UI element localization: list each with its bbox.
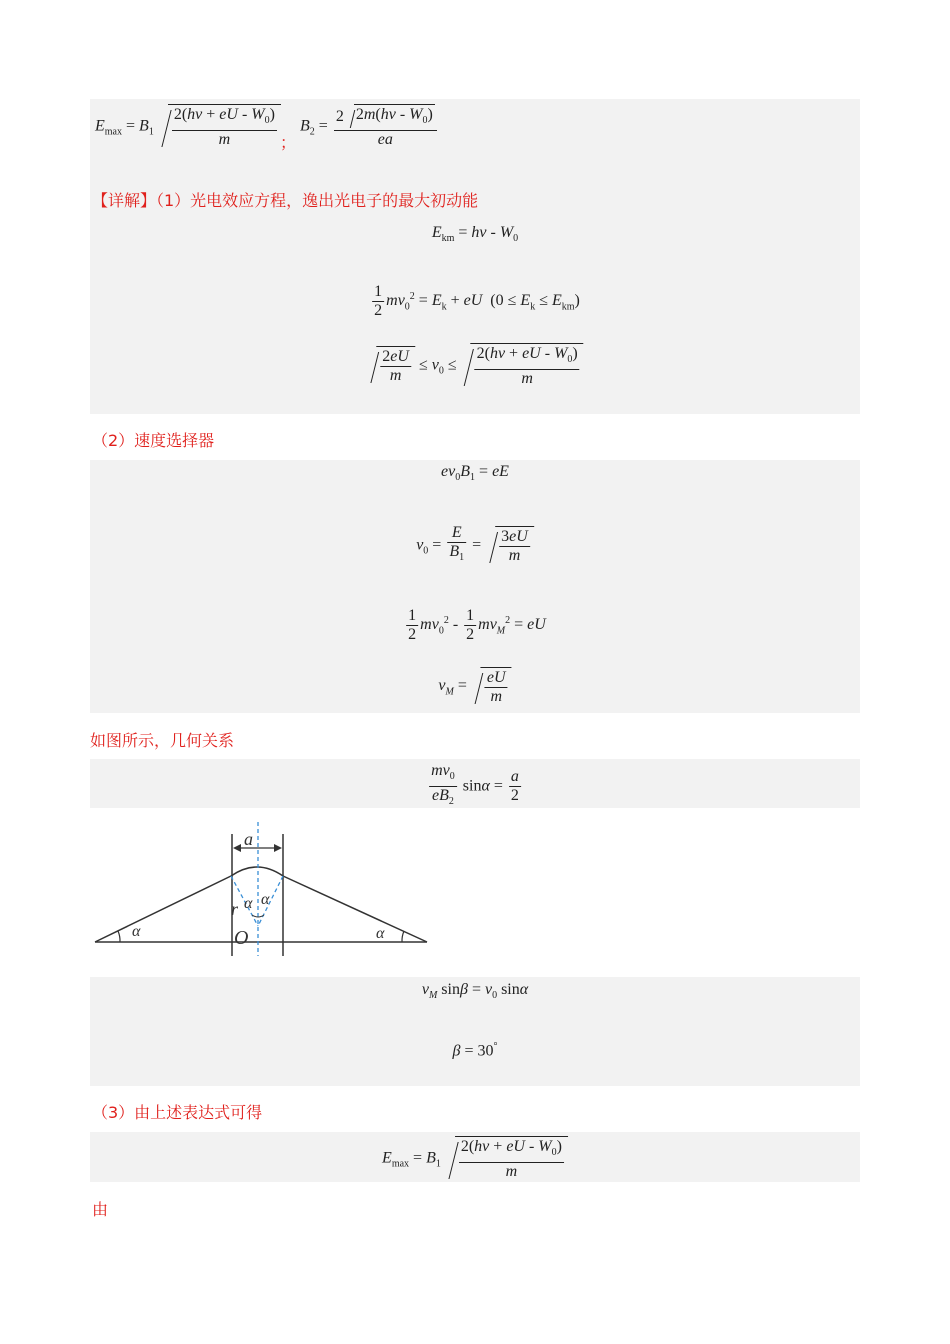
v0-equation: $v_0$ = $\frac{E}{B_1}$ = $\frac{3eU}{m}$ xyxy=(416,524,534,567)
right-slope xyxy=(283,876,427,942)
label-alpha-right: α xyxy=(376,925,385,942)
label-O: O xyxy=(234,927,249,949)
geometry-heading: 如图所示，几何关系 xyxy=(90,731,235,750)
part3-heading: （3）由上述表达式可得 xyxy=(92,1103,263,1122)
force-balance-equation: $ev_0B_1$ = eE xyxy=(441,463,509,484)
arrow-head-left xyxy=(233,844,241,852)
geometry-figure xyxy=(90,820,435,960)
photoelectric-equation: $E_{km} = h\nu - W_0$ xyxy=(431,224,519,245)
beta-value: 30 xyxy=(477,1042,494,1060)
label-a: a xyxy=(244,829,253,849)
label-alpha-left: α xyxy=(132,923,141,940)
velocity-range-inequality: $\frac{2eU}{m}$ ≤ $v_0$ ≤ $\frac{2(h\nu + eU - W_0)}{m}$ xyxy=(366,343,583,388)
answer-b2-formula: $B_2$ = $\frac{2 2m(h\nu - W_0)}{ea}$ xyxy=(300,104,439,149)
label-alpha-center-right: α xyxy=(261,891,270,908)
left-slope xyxy=(95,876,231,942)
degree-symbol: ° xyxy=(493,1041,498,1052)
you-heading: 由 xyxy=(92,1200,109,1219)
kinetic-energy-equation: $\frac{1}{2}$ $mv_0^2 = E_k$ + eU $(0 \le E_k \le E_{km})$ xyxy=(374,283,580,319)
zero-value: 0 xyxy=(495,292,504,310)
label-alpha-center-left: α xyxy=(244,895,253,912)
geometry-equation: $\frac{mv_0}{eB_2}$ sinα = $\frac{a}{2}$ xyxy=(431,762,519,808)
angle-arc-right xyxy=(402,931,404,942)
arrow-head-right xyxy=(274,844,282,852)
arc-path xyxy=(231,867,283,876)
energy-difference-equation: $\frac{1}{2}$ $mv_0^2$ - $\frac{1}{2}$ $mv_M^2$ = eU xyxy=(408,607,546,643)
label-r: r xyxy=(231,899,239,919)
detail-heading: 【详解】（1）光电效应方程，逸出光电子的最大初动能 xyxy=(92,191,479,210)
beta-equation: β = 30° xyxy=(452,1041,498,1060)
part2-heading: （2）速度选择器 xyxy=(92,431,215,450)
semicolon: ； xyxy=(280,133,297,152)
angle-relation-equation: $v_M$ $\sin\beta = v_0$ sinα xyxy=(421,981,529,1002)
emax-result-equation: $E_{max} = B_1$ $\frac{2(h\nu + eU - W_0)}{m}$ xyxy=(382,1136,568,1181)
angle-arc-left xyxy=(118,931,120,942)
answer-emax-formula: $E_{max} = B_1$ $\frac{2(h\nu + eU - W_0)}{m}$ xyxy=(95,104,281,149)
vm-equation: $v_M$ = $\frac{eU}{m}$ xyxy=(438,667,511,706)
